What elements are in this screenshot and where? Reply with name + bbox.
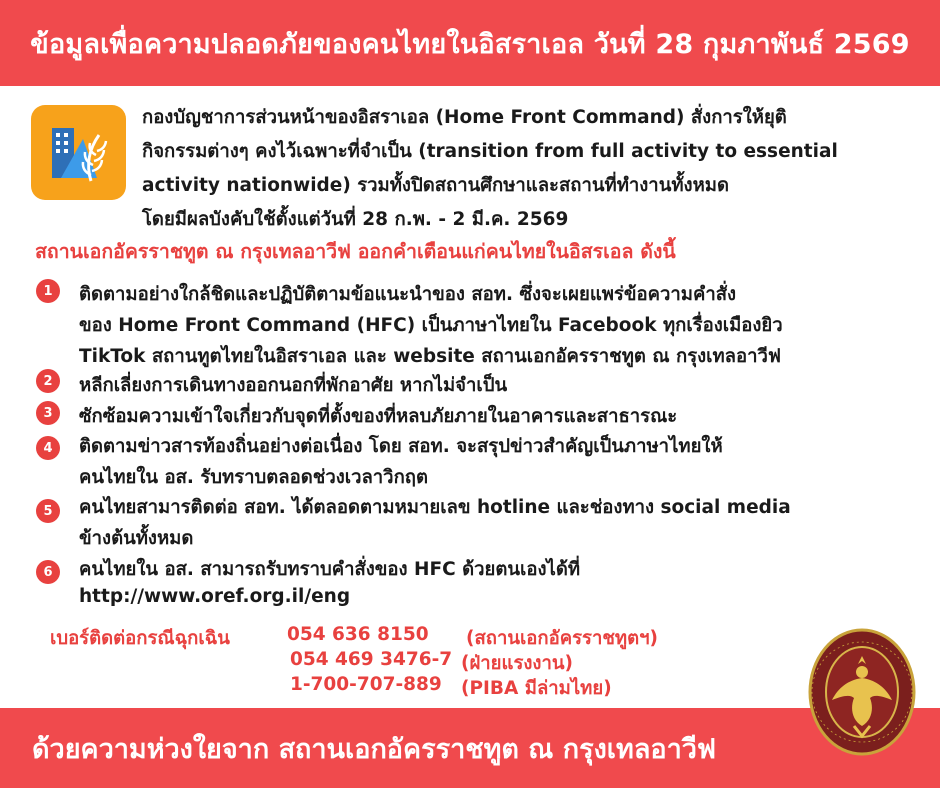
footer-banner bbox=[0, 708, 940, 788]
item-line: ติดตามข่าวสารท้องถิ่นอย่างต่อเนื่อง โดย สอท. จะสรุปข่าวสำคัญเป็นภาษาไทยให้ bbox=[79, 436, 723, 457]
home-front-command-app-icon bbox=[31, 105, 126, 200]
emergency-contact-label: เบอร์ติดต่อกรณีฉุกเฉิน bbox=[50, 628, 230, 649]
item-number-badge: 4 bbox=[36, 436, 60, 460]
footer-text: ด้วยความห่วงใยจาก สถานเอกอัครราชทูต ณ กรุงเทลอาวีฟ bbox=[32, 733, 717, 765]
header-banner bbox=[0, 0, 940, 86]
contact-number: 054 469 3476-7 bbox=[290, 649, 453, 670]
item-number-badge: 1 bbox=[36, 279, 60, 303]
item-line: ของ Home Front Command (HFC) เป็นภาษาไทยใน Facebook ทุกเรื่องเมืองยิว bbox=[79, 315, 783, 336]
warning-heading: สถานเอกอัครราชทูต ณ กรุงเทลอาวีฟ ออกคำเตือนแก่คนไทยในอิสรเอล ดังนี้ bbox=[35, 240, 676, 263]
item-line: หลีกเลี่ยงการเดินทางออกนอกที่พักอาศัย หากไม่จำเป็น bbox=[79, 375, 508, 396]
item-link-url[interactable]: http://www.oref.org.il/eng bbox=[79, 586, 351, 607]
item-number-badge: 5 bbox=[36, 499, 60, 523]
item-line: คนไทยใน อส. รับทราบตลอดช่วงเวลาวิกฤต bbox=[79, 467, 428, 488]
item-line: ข้างต้นทั้งหมด bbox=[79, 528, 194, 549]
contact-number: 054 636 8150 bbox=[287, 624, 429, 645]
contact-number: 1-700-707-889 bbox=[290, 674, 442, 695]
intro-line: โดยมีผลบังคับใช้ตั้งแต่วันที่ 28 ก.พ. - 2 มี.ค. 2569 bbox=[142, 209, 569, 230]
intro-line: กองบัญชาการส่วนหน้าของอิสราเอล (Home Front Command) สั่งการให้ยุติ bbox=[142, 107, 787, 128]
item-number-badge: 6 bbox=[36, 560, 60, 584]
item-line: คนไทยสามารติดต่อ สอท. ได้ตลอดตามหมายเลข hotline และช่องทาง social media bbox=[79, 497, 791, 518]
contact-note: (สถานเอกอัครราชทูตฯ) bbox=[466, 628, 658, 649]
item-line: คนไทยใน อส. สามารถรับทราบคำสั่งของ HFC ด้วยตนเองได้ที่ bbox=[79, 559, 581, 580]
contact-note: (PIBA มีล่ามไทย) bbox=[461, 678, 612, 699]
item-number-badge: 2 bbox=[36, 369, 60, 393]
contact-note: (ฝ่ายแรงงาน) bbox=[461, 653, 573, 674]
royal-thai-embassy-seal-icon bbox=[808, 628, 916, 756]
intro-paragraph bbox=[142, 101, 922, 237]
item-line: ติดตามอย่างใกล้ชิดและปฏิบัติตามข้อแนะนำของ สอท. ซึ่งจะเผยแพร่ข้อความคำสั่ง bbox=[79, 284, 737, 305]
item-line: ซักซ้อมความเข้าใจเกี่ยวกับจุดที่ตั้งของที่หลบภัยภายในอาคารและสาธารณะ bbox=[79, 406, 678, 427]
intro-line: กิจกรรมต่างๆ คงไว้เฉพาะที่จำเป็น (transition from full activity to essential bbox=[142, 141, 838, 162]
item-number-badge: 3 bbox=[36, 401, 60, 425]
item-line: TikTok สถานทูตไทยในอิสราเอล และ website สถานเอกอัครราชทูต ณ กรุงเทลอาวีฟ bbox=[79, 346, 782, 367]
intro-line: activity nationwide) รวมทั้งปิดสถานศึกษาและสถานที่ทำงานทั้งหมด bbox=[142, 175, 729, 196]
page-title: ข้อมูลเพื่อความปลอดภัยของคนไทยในอิสราเอล วันที่ 28 กุมภาพันธ์ 2569 bbox=[30, 28, 910, 60]
